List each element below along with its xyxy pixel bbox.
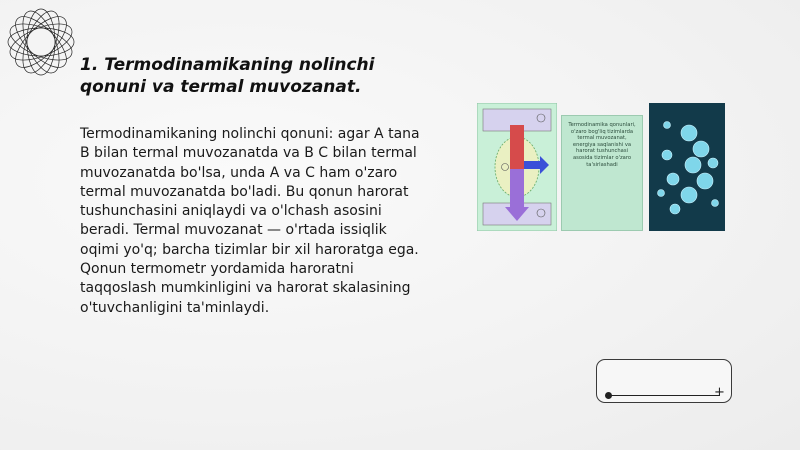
- slide-body-text: Termodinamikaning nolinchi qonuni: agar A tana B bilan termal muvozanatda va B C bilan termal muvozanatda bo'lsa, unda A va C ham o'zaro termal muvozanatda bo'ladi. Bu qonun harorat tushunchasini aniqlaydi va o'lchash asosini beradi. Termal muvozanat — o'rtada issiqlik oqimi yo'q; barcha tizimlar bir xil haroratga ega. Qonun termometr yordamida haroratni taqqoslash mumkinligini va harorat skalasining o'tuvchanligini ta'minlaydi.: [80, 126, 420, 316]
- thermodynamic-diagram-image: [477, 103, 557, 231]
- slider-handle[interactable]: [605, 392, 612, 399]
- molecular-structure-image: [649, 103, 725, 231]
- slide-title: 1. Termodinamikaning nolinchi qonuni va termal muvozanat.: [80, 55, 375, 97]
- slider-widget[interactable]: [596, 359, 732, 403]
- image-group: [477, 103, 725, 231]
- logo-icon: [5, 6, 77, 78]
- text-panel-caption: Termodinamika qonunlari, o'zaro bog'liq tizimlarda termal muvozanat, energiya saqlanishi va harorat tushunchasi asosida tizimlar o'zaro ta'sirlashadi: [568, 122, 636, 168]
- slider-track[interactable]: [608, 395, 720, 396]
- plus-icon[interactable]: +: [714, 385, 725, 400]
- text-panel-image: [561, 115, 643, 231]
